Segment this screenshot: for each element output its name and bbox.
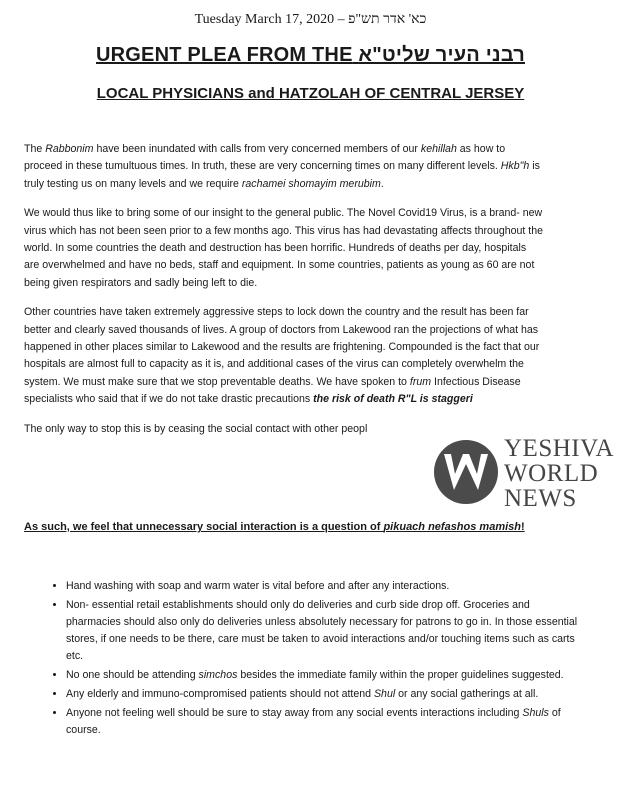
p1-text: as how to proceed in these tumultuous times. In truth, these are very concerning times on many different levels.: [24, 143, 506, 173]
emphasis-text: !: [521, 521, 525, 533]
p1-text: is truly testing us on many levels and we require: [24, 160, 540, 190]
ywn-watermark-logo: [434, 436, 616, 516]
ywn-wordmark: [504, 436, 614, 511]
ywn-line-2: WORLD: [504, 460, 599, 487]
list-item: • Hand washing with soap and warm water is vital before and after any interactions.: [66, 578, 586, 595]
page-subtitle: LOCAL PHYSICIANS and HATZOLAH OF CENTRAL JERSEY: [96, 85, 525, 102]
paragraph-1: [24, 141, 544, 193]
emphasis-statement: [24, 521, 584, 533]
p1-text: The: [24, 143, 46, 155]
list-text: Anyone not feeling well should be sure to stay away from any social events interactions including: [66, 707, 523, 719]
p3-text: Infectious Disease specialists who said that if we do not take drastic precautions: [24, 375, 521, 406]
p1-rachamei: rachamei shomayim merubim: [241, 177, 381, 190]
list-shuls: Shuls: [522, 707, 549, 719]
title-english: URGENT PLEA FROM THE: [96, 44, 353, 66]
p1-rabbonim: Rabbonim: [45, 143, 94, 155]
list-text: Any elderly and immuno-compromised patients should not attend: [66, 688, 374, 700]
list-item: [66, 667, 586, 684]
emphasis-text: As such, we feel that unnecessary social interaction is a question of: [24, 521, 384, 533]
p3-frum: frum: [409, 375, 432, 388]
hebrew-date: כא' אדר תש"פ: [348, 12, 427, 27]
list-item: [66, 705, 586, 739]
list-text: No one should be attending: [66, 669, 199, 681]
ywn-line-1: YESHIVA: [504, 435, 614, 462]
list-text: or any social gatherings at all.: [395, 688, 539, 700]
p1-kehillah: kehillah: [420, 143, 457, 155]
english-date: Tuesday March 17, 2020 –: [194, 12, 345, 27]
page-title: [0, 44, 621, 67]
list-text: besides the immediate family within the proper guidelines suggested.: [237, 669, 564, 681]
emphasis-pikuach: pikuach nefashos mamish: [383, 521, 521, 533]
list-text: of course.: [66, 707, 561, 736]
list-shul: Shul: [373, 688, 396, 700]
paragraph-4: The only way to stop this is by ceasing the social contact with other peopl: [24, 422, 368, 435]
paragraph-2: We would thus like to bring some of our insight to the general public. The Novel Covid19 Virus, is a brand- new virus which has not been seen prior to a few months ago. This virus has had devastating affects throughout the world. In some countries the death and destruction has been horrific. Hundreds of deaths per day, hospitals are overwhelmed and have no beds, staff and equipment. In some countries, patients as young as 60 are not being given respirators and sadly being left to die.: [24, 207, 544, 289]
p3-risk-emphasis: the risk of death R"L is staggeri: [313, 393, 473, 406]
paragraph-3: [24, 304, 544, 408]
letter-body: [24, 141, 544, 450]
list-simchos: simchos: [198, 669, 238, 681]
guidelines-list: [24, 578, 586, 741]
ywn-line-3: NEWS: [504, 485, 577, 512]
ywn-w-logo-icon: [434, 440, 498, 504]
list-item: • Non- essential retail establishments should only do deliveries and curb side drop off. Groceries and pharmacies should also only do deliveries unless absolutely necessary for patrons to go in. In those essential stores, if one needs to be there, care must be taken to avoid interactions and/or touching items such as carts etc.: [66, 597, 586, 665]
title-hebrew: רבני העיר שליט"א: [358, 44, 525, 66]
p1-text: have been inundated with calls from very concerned members of our: [93, 143, 421, 155]
list-item: [66, 686, 586, 703]
p1-text: .: [380, 177, 384, 190]
p1-hkbh: Hkb"h: [500, 160, 530, 173]
date-line: [0, 12, 621, 28]
p3-text: Other countries have taken extremely aggressive steps to lock down the country and the result has been far better and clearly saved thousands of lives. A group of doctors from Lakewood ran the projections of what has happened in other places similar to Lakewood and the results are frightening. Compounded is the fact that our hospitals are almost full to capacity as it is, and additional cases of the virus can completely overwhelm the system. We must make sure that we stop preventable deaths. We have spoken to: [24, 306, 540, 388]
